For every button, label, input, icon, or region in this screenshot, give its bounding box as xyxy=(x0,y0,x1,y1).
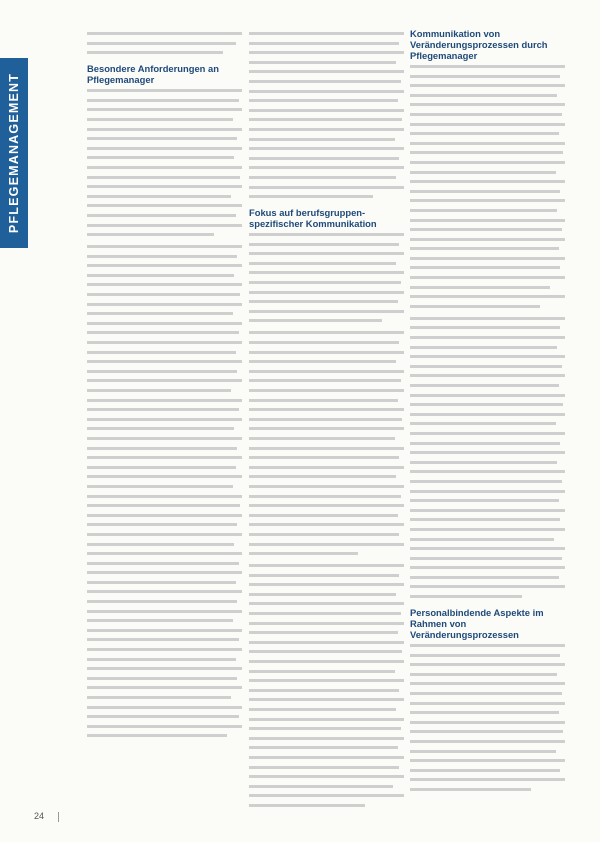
text-lines xyxy=(410,317,565,598)
section-heading: Kommunikation von Veränderungsprozessen durch Pflegemanager xyxy=(410,28,548,61)
section-label: PFLEGEMANAGEMENT xyxy=(7,72,21,234)
text-lines xyxy=(87,32,242,54)
text-lines xyxy=(249,564,404,807)
section-side-tab xyxy=(0,58,28,248)
footer-divider xyxy=(58,812,59,822)
section-heading: Personalbindende Aspekte im Rahmen von Veränderungsprozessen xyxy=(410,607,544,641)
text-block xyxy=(410,317,565,598)
text-lines xyxy=(410,65,565,308)
text-block xyxy=(410,607,565,791)
page-number: 24 xyxy=(34,811,45,821)
text-block xyxy=(249,331,404,555)
text-lines xyxy=(87,245,242,737)
text-lines xyxy=(410,644,565,791)
text-column-1 xyxy=(87,28,242,746)
text-block xyxy=(249,207,404,322)
text-block xyxy=(410,28,565,308)
section-heading: Fokus auf berufsgruppen-spezifischer Kommunikation xyxy=(249,207,377,230)
text-lines xyxy=(249,32,404,198)
text-lines xyxy=(249,331,404,555)
text-block xyxy=(87,245,242,737)
page-footer xyxy=(34,811,71,822)
text-block xyxy=(87,32,242,54)
section-heading: Besondere Anforderungen an Pflegemanager xyxy=(87,63,219,86)
text-column-2 xyxy=(249,28,404,816)
text-block xyxy=(249,564,404,807)
text-block xyxy=(249,32,404,198)
text-block xyxy=(87,63,242,236)
text-lines xyxy=(249,233,404,322)
text-column-3 xyxy=(410,28,565,800)
text-lines xyxy=(87,89,242,236)
